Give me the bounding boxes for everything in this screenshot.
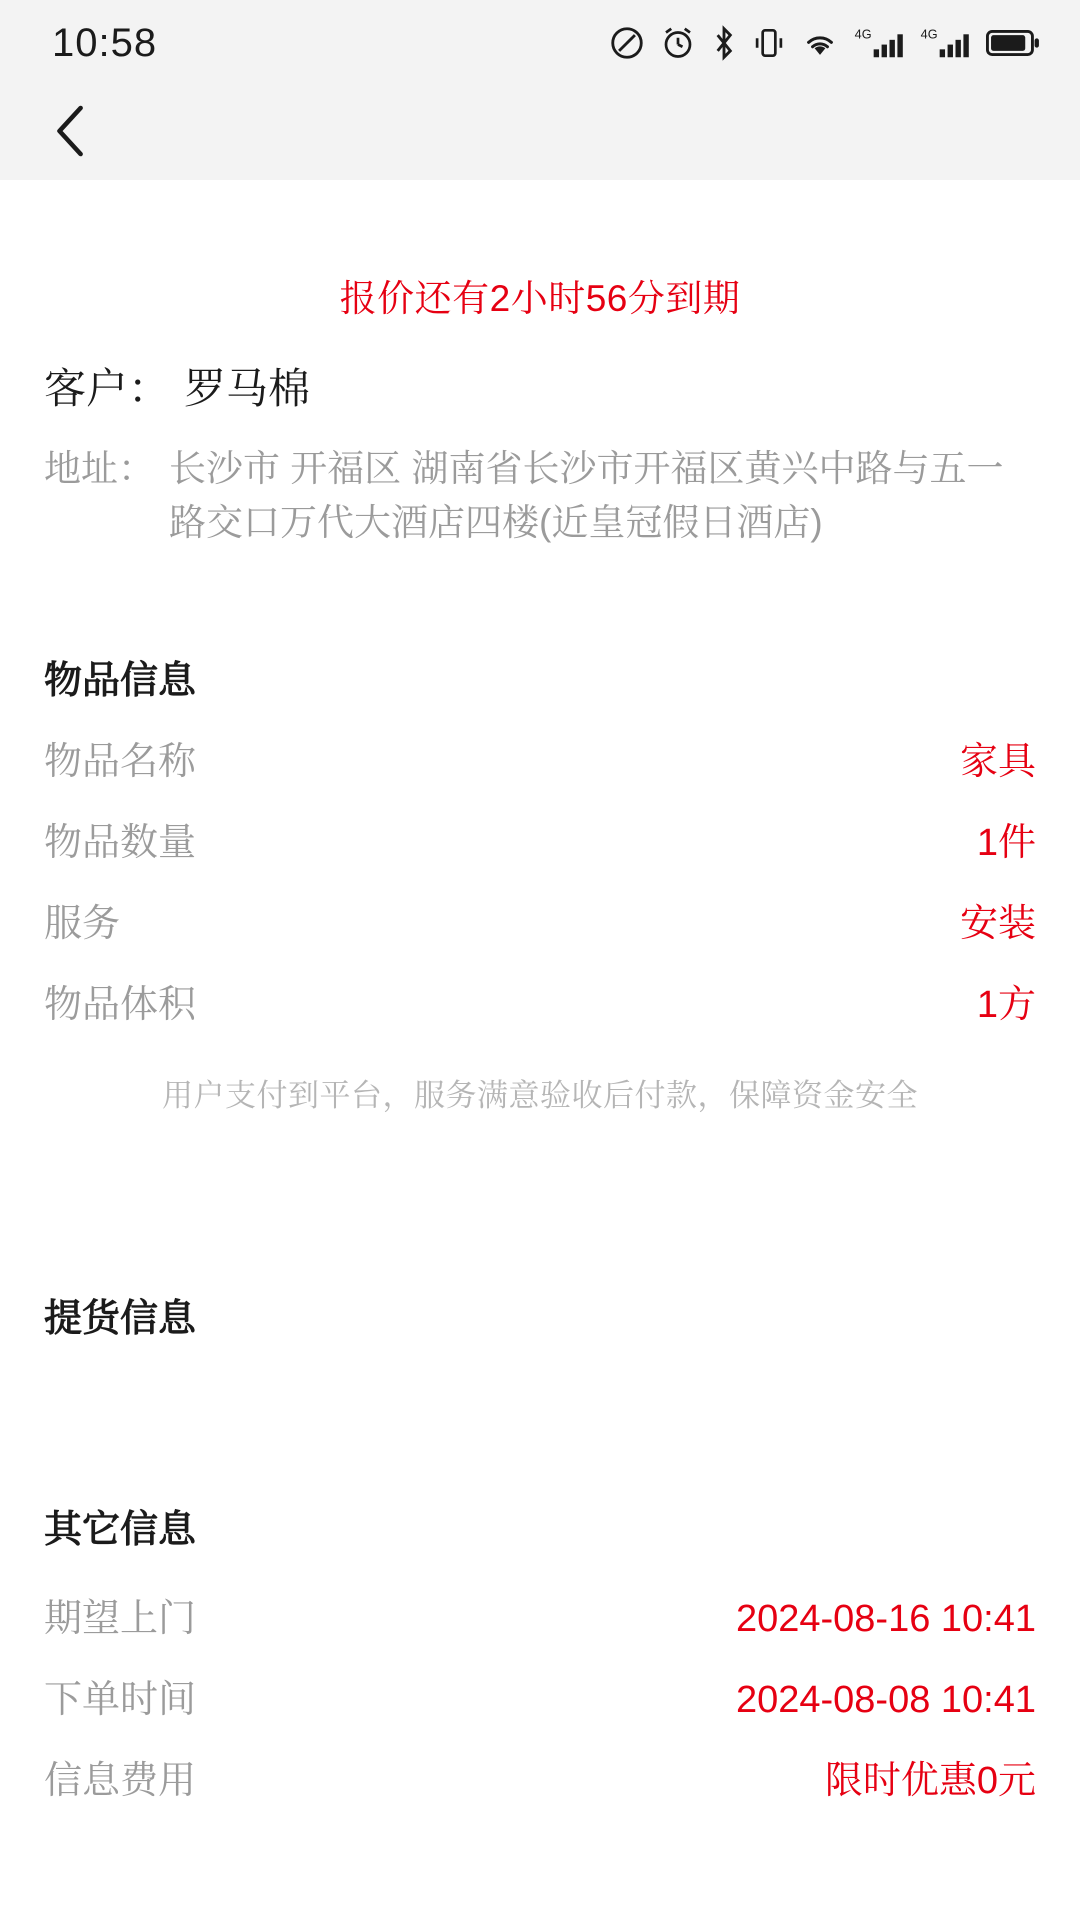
other-row-order-time — [44, 1668, 1036, 1723]
info-fee-value: 限时优惠0元 — [824, 1760, 1036, 1803]
other-section-title: 其它信息 — [44, 1509, 197, 1552]
chevron-left-icon — [48, 100, 94, 167]
signal-4g-2-icon — [920, 24, 972, 62]
address-label: 地址： — [44, 448, 155, 489]
signal-4g-1-icon — [854, 24, 906, 62]
goods-row-service — [44, 892, 1036, 947]
status-icons — [608, 24, 1040, 62]
alarm-icon — [660, 25, 696, 61]
expect-time-label: 期望上门 — [44, 1598, 197, 1641]
goods-volume-value: 1方 — [976, 984, 1036, 1027]
quote-expire-text: 报价还有2小时56分到期 — [339, 278, 741, 319]
svg-text:4G: 4G — [920, 27, 938, 42]
payment-notice: 用户支付到平台，服务满意验收后付款，保障资金安全 — [162, 1078, 918, 1114]
goods-row-quantity — [44, 811, 1036, 866]
info-fee-label: 信息费用 — [44, 1760, 197, 1803]
customer-row — [44, 356, 1036, 416]
order-time-value: 2024-08-08 10:41 — [735, 1679, 1036, 1722]
address-row — [44, 442, 1036, 549]
customer-label: 客户： — [44, 365, 171, 412]
goods-row-name — [44, 730, 1036, 785]
svg-text:4G: 4G — [854, 27, 872, 42]
expect-time-value: 2024-08-16 10:41 — [735, 1598, 1036, 1641]
wifi-icon — [800, 24, 840, 62]
status-time: 10:58 — [52, 20, 158, 65]
vibrate-icon — [752, 24, 786, 62]
address-value: 长沙市 开福区 湖南省长沙市开福区黄兴中路与五一路交口万代大酒店四楼(近皇冠假日酒店) — [169, 448, 1004, 543]
goods-volume-label: 物品体积 — [44, 984, 197, 1027]
goods-quantity-label: 物品数量 — [44, 822, 197, 865]
nav-bar — [0, 86, 1080, 180]
goods-service-label: 服务 — [44, 903, 121, 946]
bluetooth-icon — [710, 24, 738, 62]
back-button[interactable] — [34, 96, 108, 170]
goods-name-label: 物品名称 — [44, 741, 197, 784]
customer-name: 罗马棉 — [184, 365, 311, 412]
goods-service-value: 安装 — [959, 903, 1036, 946]
other-row-expect-time — [44, 1587, 1036, 1642]
goods-section-title: 物品信息 — [44, 660, 197, 703]
order-detail-content — [0, 180, 1080, 1804]
battery-icon — [986, 28, 1040, 58]
pickup-section-title: 提货信息 — [44, 1298, 197, 1341]
dnd-icon — [608, 24, 646, 62]
other-row-info-fee — [44, 1749, 1036, 1804]
goods-row-volume — [44, 973, 1036, 1028]
goods-quantity-value: 1件 — [976, 822, 1036, 865]
order-time-label: 下单时间 — [44, 1679, 197, 1722]
goods-name-value: 家具 — [959, 741, 1036, 784]
status-bar — [0, 0, 1080, 86]
